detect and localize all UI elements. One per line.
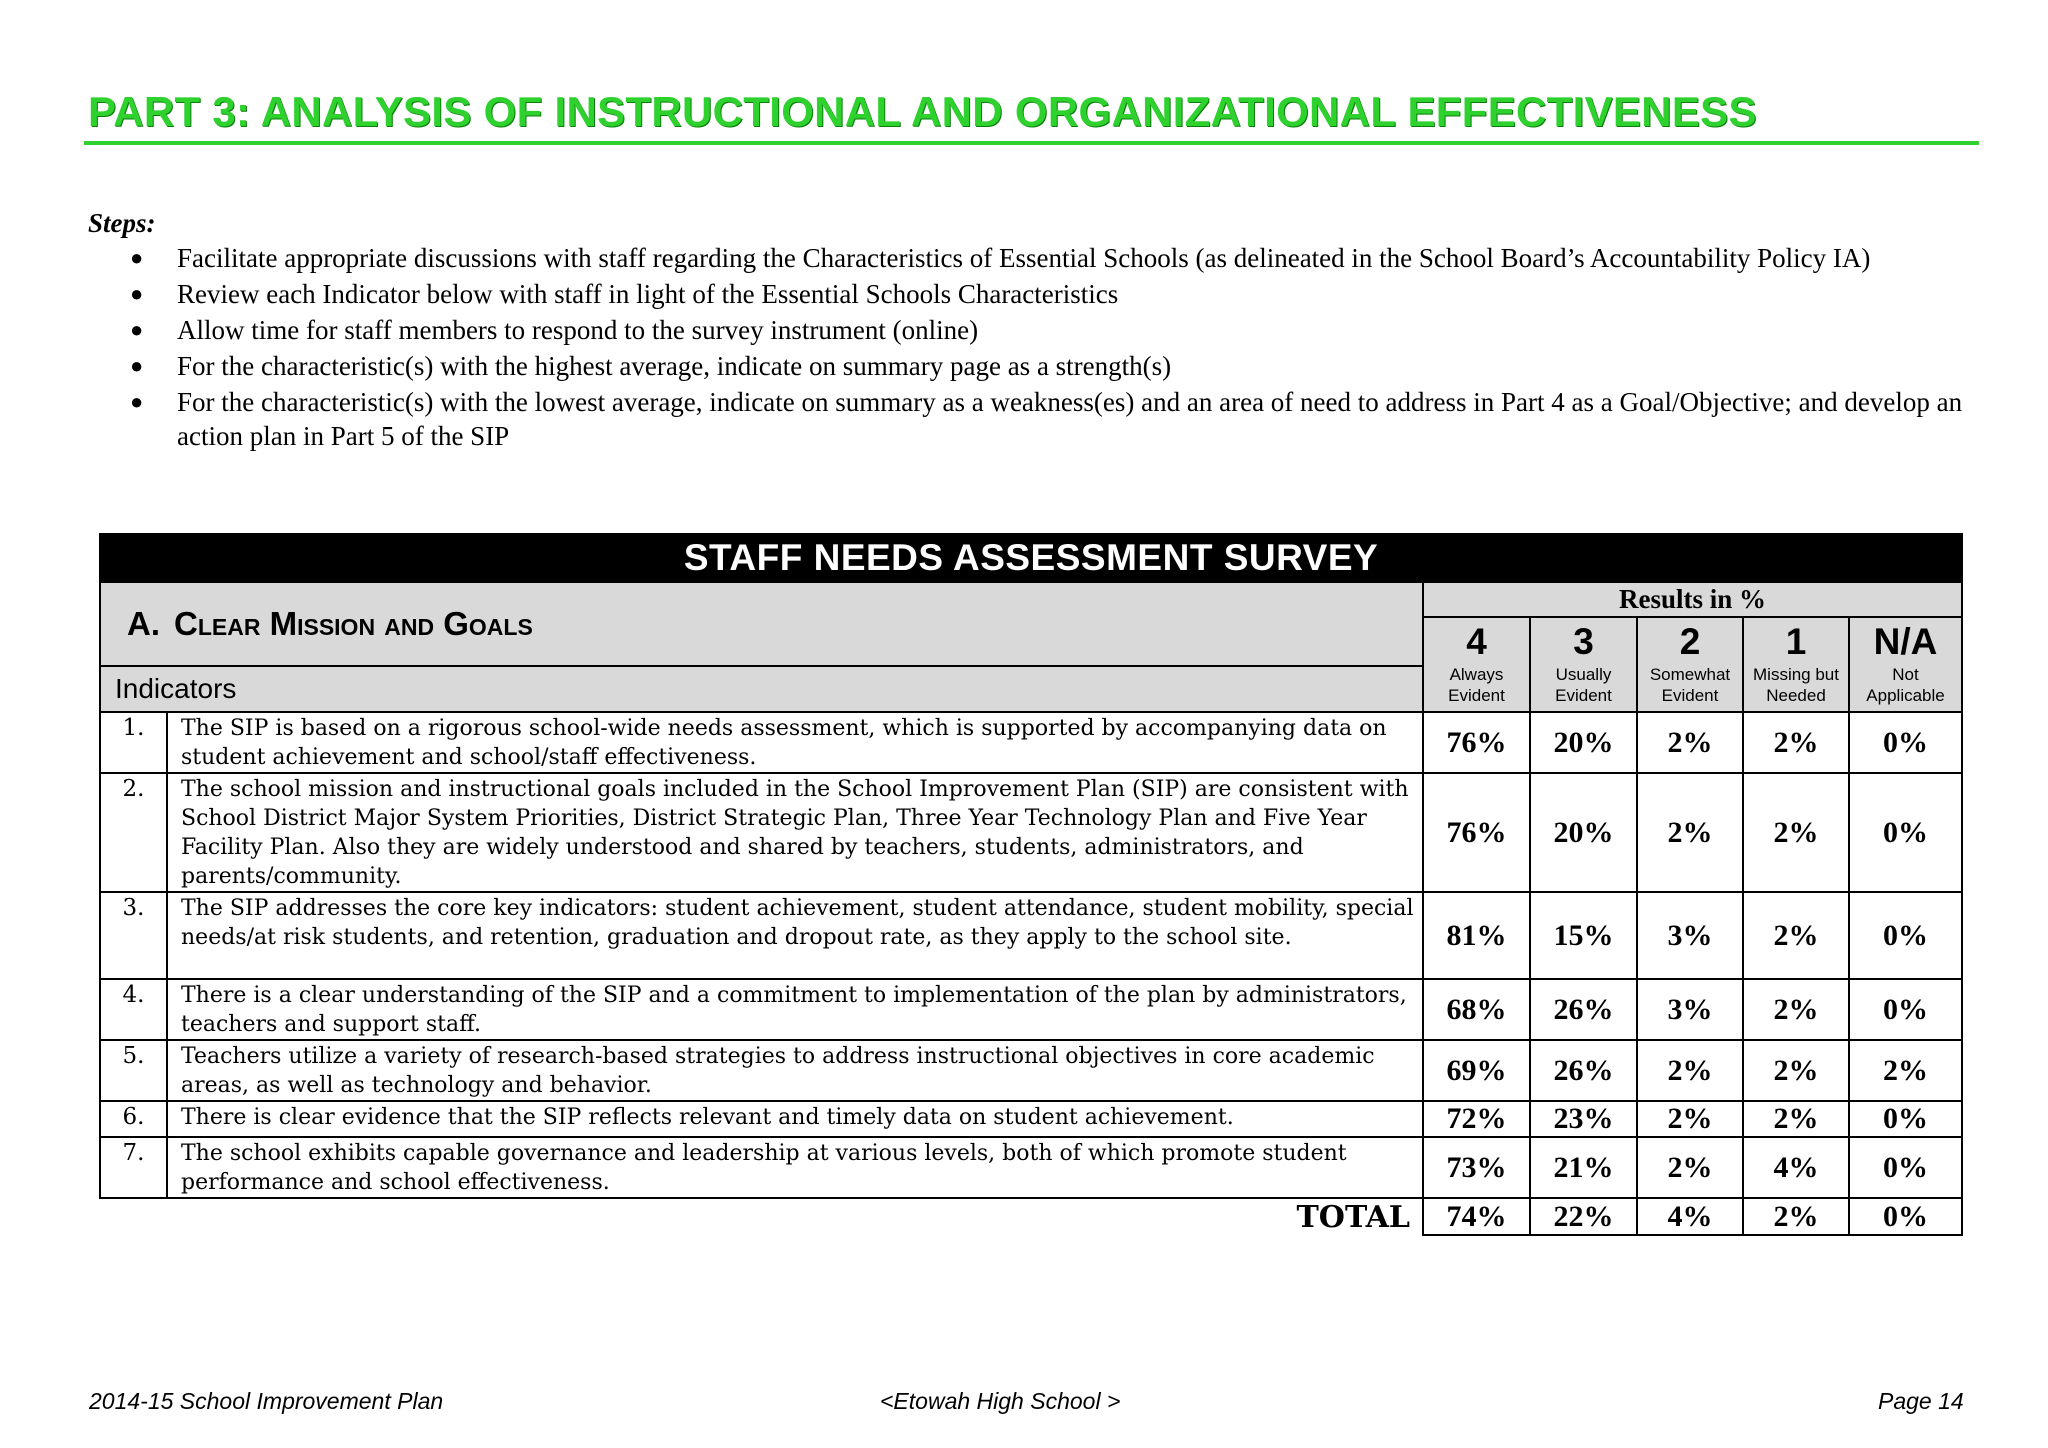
- total-value: 4%: [1637, 1198, 1743, 1235]
- bullet-icon: ●: [130, 281, 144, 306]
- footer-center: <Etowah High School >: [880, 1388, 1121, 1414]
- title-rule: [84, 141, 1979, 145]
- scale-header-3: 3 Usually Evident: [1530, 617, 1637, 712]
- table-row: 3. The SIP addresses the core key indicators: student achievement, student attendance, student mobility, special needs/at risk students, and retention, graduation and dropout rate, as they apply to the school site. 81% 15% 3% 2% 0%: [100, 892, 1962, 979]
- section-letter: A.: [127, 605, 160, 642]
- table-row: 2. The school mission and instructional goals included in the School Improvement Plan (SIP) are consistent with School District Major System Priorities, District Strategic Plan, Three Year Technology Plan and Five Year Facility Plan. Also they are widely understood and shared by teachers, students, administrators, and parents/community. 76% 20% 2% 2% 0%: [100, 773, 1962, 892]
- total-label: TOTAL: [1296, 1199, 1410, 1235]
- scale-header-2: 2 Somewhat Evident: [1637, 617, 1743, 712]
- footer-page-number: Page 14: [1878, 1388, 1964, 1414]
- survey-banner: STAFF NEEDS ASSESSMENT SURVEY: [100, 534, 1962, 582]
- total-value: 74%: [1423, 1198, 1530, 1235]
- step-item: ● For the characteristic(s) with the lowest average, indicate on summary as a weakness(es) and an area of need to address in Part 4 as a Goal/Objective; and develop an action plan in Part 5 of the SIP: [130, 387, 1963, 451]
- bullet-icon: ●: [130, 389, 144, 414]
- total-value: 2%: [1743, 1198, 1849, 1235]
- section-heading: [100, 582, 1423, 666]
- table-row: 5. Teachers utilize a variety of research-based strategies to address instructional objectives in core academic areas, as well as technology and behavior. 69% 26% 2% 2% 2%: [100, 1040, 1962, 1101]
- total-value: 0%: [1849, 1198, 1962, 1235]
- step-item: ● Facilitate appropriate discussions with staff regarding the Characteristics of Essential Schools (as delineated in the School Board’s Accountability Policy IA): [130, 243, 1871, 273]
- section-title: Clear Mission and Goals: [174, 605, 533, 642]
- scale-header-4: 4 Always Evident: [1423, 617, 1530, 712]
- part-title: PART 3: ANALYSIS OF INSTRUCTIONAL AND ORGANIZATIONAL EFFECTIVENESS: [88, 88, 1757, 135]
- total-row: [100, 1198, 1962, 1235]
- steps-list: [88, 241, 1968, 455]
- total-value: 22%: [1530, 1198, 1637, 1235]
- table-row: 4. There is a clear understanding of the SIP and a commitment to implementation of the plan by administrators, teachers and support staff. 68% 26% 3% 2% 0%: [100, 979, 1962, 1040]
- step-item: ● Review each Indicator below with staff in light of the Essential Schools Characteristics: [130, 279, 1119, 309]
- step-item: ● Allow time for staff members to respond to the survey instrument (online): [130, 315, 979, 345]
- footer-left: 2014-15 School Improvement Plan: [89, 1388, 444, 1414]
- indicators-header: Indicators: [100, 666, 1423, 712]
- bullet-icon: ●: [130, 245, 144, 270]
- table-row: 6. There is clear evidence that the SIP reflects relevant and timely data on student achievement. 72% 23% 2% 2% 0%: [100, 1101, 1962, 1137]
- scale-header-1: 1 Missing but Needed: [1743, 617, 1849, 712]
- results-header: Results in %: [1423, 582, 1962, 617]
- bullet-icon: ●: [130, 317, 144, 342]
- table-row: 1. The SIP is based on a rigorous school-wide needs assessment, which is supported by accompanying data on student achievement and school/staff effectiveness. 76% 20% 2% 2% 0%: [100, 712, 1962, 773]
- bullet-icon: ●: [130, 353, 144, 378]
- survey-table: [99, 533, 1963, 1236]
- step-item: ● For the characteristic(s) with the highest average, indicate on summary page as a strength(s): [130, 351, 1172, 381]
- steps-heading: Steps:: [88, 208, 156, 238]
- table-row: 7. The school exhibits capable governance and leadership at various levels, both of which promote student performance and school effectiveness. 73% 21% 2% 4% 0%: [100, 1137, 1962, 1198]
- scale-header-na: N/A Not Applicable: [1849, 617, 1962, 712]
